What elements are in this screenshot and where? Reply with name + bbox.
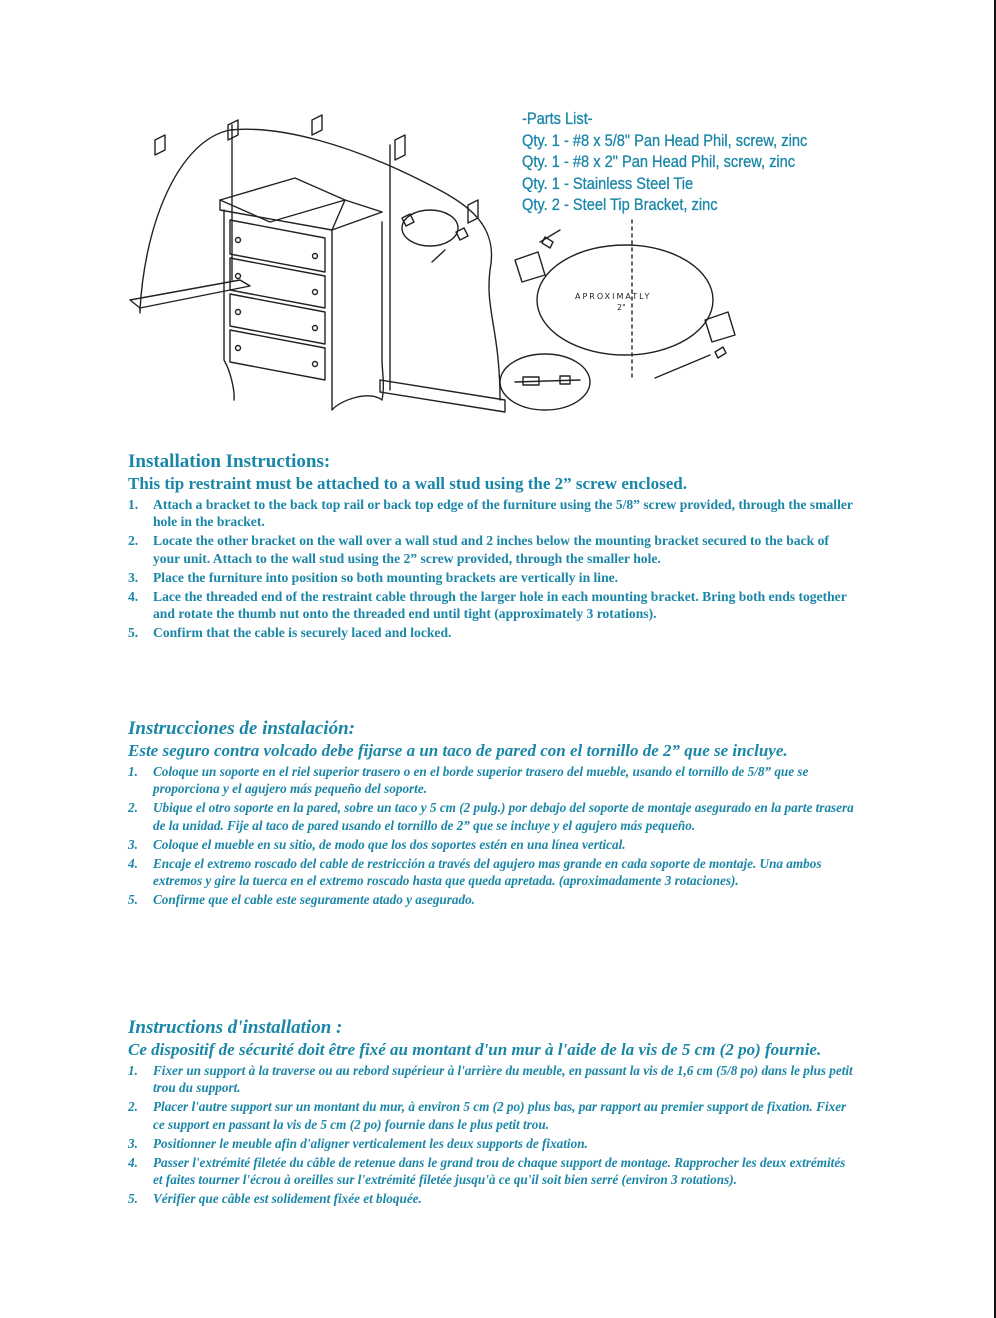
step-item: 3. Positionner le meuble afin d'aligner verticalement les deux supports de fixation. [128,1135,588,1151]
step-item: 5. Confirm that the cable is securely laced and locked. [128,625,452,641]
parts-list-item: Qty. 1 - #8 x 5/8" Pan Head Phil, screw, zinc [522,130,808,150]
spanish-instructions [128,718,858,911]
cable-size-label: 2" [617,303,626,312]
step-item: 3. Coloque el mueble en su sitio, de modo que los dos soportes estén en una línea vertical. [128,836,626,852]
attached-cable [402,210,468,262]
step-item: 2. Locate the other bracket on the wall over a wall stud and 2 inches below the mounting bracket secured to the back of your unit. Attach to the wall stud using the 2” screw provided, through the smaller hole. [128,533,829,566]
step-item: 3. Place the furniture into position so both mounting brackets are vertically in line. [128,569,619,585]
step-item: 4. Passer l'extrémité filetée du câble de retenue dans le grand trou de chaque support de montage. Rapprocher les deux extrémités et faites tourner l'écrou à oreilles sur l'extrémité filetée jusqu'à ce qu'il soit bien serré (environ 3 rotations). [128,1155,846,1188]
step-item: 4. Lace the threaded end of the restraint cable through the larger hole in each mounting bracket. Bring both ends together and rotate the thumb nut onto the threaded end until tight (approximately 3 rotations). [128,589,847,622]
parts-list-item: Qty. 1 - Stainless Steel Tie [522,173,694,193]
step-item: 1. Attach a bracket to the back top rail or back top edge of the furniture using the 5/8” screw provided, through the smaller hole in the bracket. [128,497,853,530]
step-item: 5. Vérifier que câble est solidement fixée et bloquée. [128,1191,422,1207]
section-title: Instrucciones de instalación: [128,718,355,739]
parts-list-item: Qty. 1 - #8 x 2" Pan Head Phil, screw, zinc [522,152,796,171]
step-item: 5. Confirme que el cable este seguramente atado y asegurado. [128,892,475,908]
cable-label: APROXIMATLY [575,292,652,301]
section-subtitle: Ce dispositif de sécurité doit être fixé au montant d'un mur à l'aide de la vis de 5 cm (2 po) fournie. [128,1040,822,1059]
parts-list-item: Qty. 2 - Steel Tip Bracket, zinc [522,195,718,214]
step-item: 1. Coloque un soporte en el riel superior trasero o en el borde superior trasero del mueble, usando el tornillo de 5/8” que se proporciona y el agujero más pequeño del soporte. [128,764,809,797]
steps-list [128,1062,858,1208]
parts-list [522,108,807,216]
cable-loop-detail [515,220,735,380]
parts-list-title: -Parts List- [522,109,593,128]
step-item: 4. Encaje el extremo roscado del cable de restricción a través del agujero mas grande en cada soporte de montaje. Una ambos extremos y gire la tuerca en el extremo roscado hasta que queda apretada. (aproximadamente 3 rotaciones). [128,856,822,889]
section-subtitle: Este seguro contra volcado debe fijarse a un taco de pared con el tornillo de 2” que se incluye. [128,741,788,760]
wall-studs [155,115,478,390]
section-title: Instructions d'installation : [128,1017,343,1038]
chest-of-drawers [220,178,383,410]
step-item: 2. Ubique el otro soporte en la pared, sobre un taco y 5 cm (2 pulg.) por debajo del soporte de montaje asegurado en la parte trasera de la unidad. Fije al taco de pared usando el tornillo de 2” que se incluye y el agujero más pequeño. [128,800,854,833]
steps-list [128,496,858,642]
section-subtitle: This tip restraint must be attached to a wall stud using the 2” screw enclosed. [128,474,687,493]
wall-outline [140,129,500,400]
french-instructions [128,1017,858,1210]
english-instructions [128,451,858,644]
steps-list [128,763,858,909]
thumb-nut-detail [500,354,590,410]
step-item: 2. Placer l'autre support sur un montant du mur, à environ 5 cm (2 po) plus bas, par rapport au premier support de fixation. Fixer ce support en passant la vis de 5 cm (2 po) fournie dans le plus petit trou. [128,1099,847,1132]
step-item: 1. Fixer un support à la traverse ou au rebord supérieur à l'arrière du meuble, en passant la vis de 1,6 cm (5/8 po) dans le plus petit trou du support. [128,1063,853,1096]
section-title: Installation Instructions: [128,451,331,472]
